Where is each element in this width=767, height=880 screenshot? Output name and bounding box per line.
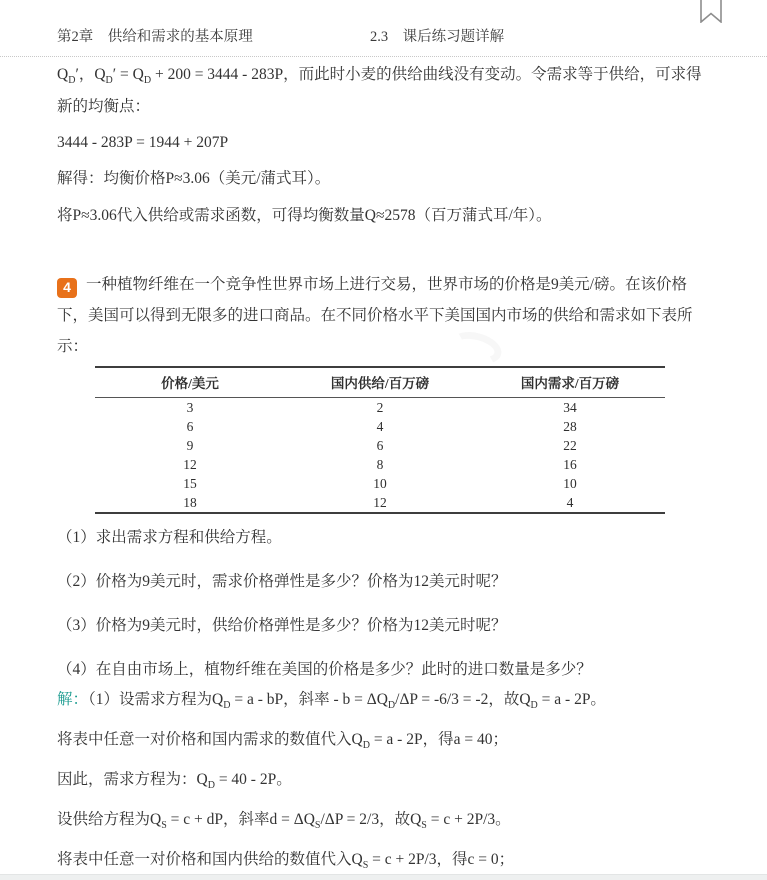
equation-equilibrium: 3444 - 283P = 1944 + 207P: [57, 134, 229, 151]
question-3: （3）价格为9美元时，供给价格弹性是多少？价格为12美元时呢？: [57, 616, 507, 634]
table-cell: 2: [376, 399, 384, 415]
table-cell: 22: [563, 437, 577, 453]
table-row: [95, 474, 665, 493]
problem-number-badge: 4: [57, 278, 77, 298]
table-header-domestic-supply: 国内供给/百万磅: [285, 367, 475, 397]
table-cell: 10: [373, 475, 387, 491]
table-header-price: 价格/美元: [95, 367, 285, 397]
problem-4-statement: [57, 269, 710, 362]
solution-line-1: [57, 684, 710, 716]
problem-4-block: [57, 269, 710, 686]
solution-line-2: 将表中任意一对价格和国内需求的数值代入$Q_D = a - 2P$，得a = 40；: [57, 730, 508, 751]
solution-section: [57, 684, 710, 876]
question-1: （1）求出需求方程和供给方程。: [57, 528, 282, 546]
table-cell: 34: [563, 399, 577, 415]
table-cell: 4: [566, 494, 574, 510]
section-title: 2.3 课后练习题详解: [370, 29, 505, 45]
solution-line-5: 将表中任意一对价格和国内供给的数值代入$Q_S = c + 2P/3$，得c = 0；: [57, 850, 515, 871]
table-row: [95, 493, 665, 513]
table-cell: 6: [376, 437, 384, 453]
table-cell: 18: [183, 494, 197, 510]
chapter-title: 第2章 供给和需求的基本原理: [57, 29, 253, 45]
table-cell: 12: [183, 456, 197, 472]
solution-line-1-text: （1）设需求方程为$Q_D = a$ - bP，斜率 - $b = \Delta Q_D/\Delta P = -6/3 = -2$，故$Q_D = a - 2P$。: [88, 690, 606, 711]
table-cell: 3: [186, 399, 194, 415]
question-4: （4）在自由市场上，植物纤维在美国的价格是多少？此时的进口数量是多少？: [57, 660, 592, 678]
problem-4-text: 一种植物纤维在一个竞争性世界市场上进行交易，世界市场的价格是9美元/磅。在该价格下，美国可以得到无限多的进口商品。在不同价格水平下美国国内市场的供给和需求如下表所示：: [57, 276, 693, 355]
table-cell: 28: [563, 418, 577, 434]
table-header-row: [95, 367, 665, 397]
supply-demand-table: [95, 366, 665, 514]
table-body: [95, 397, 665, 513]
table-row: [95, 455, 665, 474]
paragraph-equilibrium-price: 解得：均衡价格P≈3.06（美元/蒲式耳）。: [57, 170, 331, 187]
question-2: （2）价格为9美元时，需求价格弹性是多少？价格为12美元时呢？: [57, 572, 507, 590]
table-cell: 4: [376, 418, 384, 434]
table-cell: 9: [186, 437, 194, 453]
table-cell: 6: [186, 418, 194, 434]
table-cell: 12: [373, 494, 387, 510]
table-cell: 10: [563, 475, 577, 491]
table-cell: 8: [376, 456, 384, 472]
solution-line-4: 设供给方程为$Q_S = c$ + dP，斜率$d = \Delta Q_S/\Delta P = 2/3$，故$Q_S = c + 2P/3$。: [57, 810, 511, 831]
page-header: [0, 0, 767, 57]
page-bottom-edge: [0, 874, 767, 880]
table-header-domestic-demand: 国内需求/百万磅: [475, 367, 665, 397]
table-row: [95, 436, 665, 455]
table-cell: 16: [563, 456, 577, 472]
question-list: [57, 522, 710, 686]
page-content: [0, 59, 767, 876]
table-row: [95, 397, 665, 417]
paragraph-equilibrium-quantity: 将P≈3.06代入供给或需求函数，可得均衡数量Q≈2578（百万蒲式耳/年）。: [57, 207, 552, 224]
paragraph-demand-shift: $Q_D'$，$Q_D' = Q_D + 200 = 3444 - 283P$，而此时小麦的供给曲线没有变动。令需求等于供给，可求得新的均衡点：: [57, 66, 702, 115]
solution-line-3: 因此，需求方程为：$Q_D = 40 - 2P$。: [57, 770, 292, 791]
table-cell: 15: [183, 475, 197, 491]
table-row: [95, 417, 665, 436]
solution-label: 解：: [57, 690, 89, 708]
